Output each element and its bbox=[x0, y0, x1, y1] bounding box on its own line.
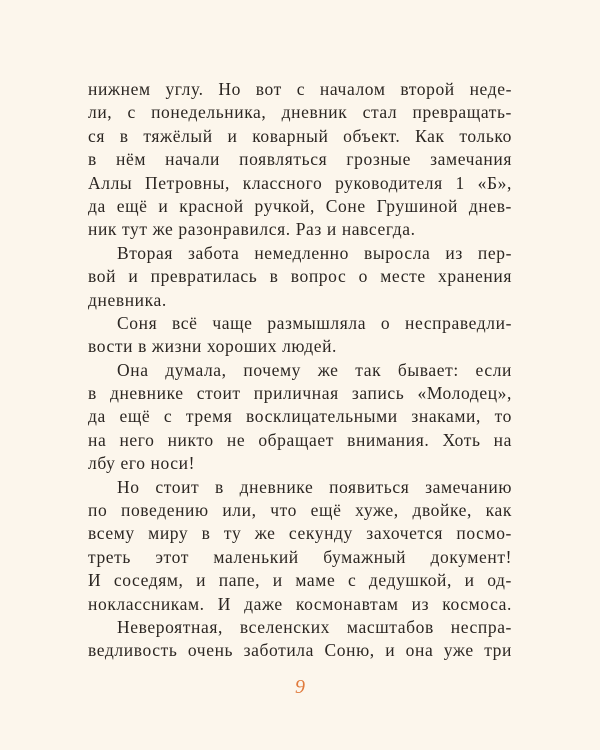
text-line: И соседям, и папе, и маме с дедушкой, и од- bbox=[88, 570, 512, 591]
text-line: в дневнике стоит приличная запись «Молодец», bbox=[88, 383, 512, 404]
text-line: Невероятная, вселенских масштабов неспра- bbox=[117, 616, 512, 637]
text-line: да ещё и красной ручкой, Соне Грушиной днев- bbox=[88, 195, 512, 216]
text-line: ноклассникам. И даже космонавтам из космоса. bbox=[88, 593, 512, 614]
text-line: Аллы Петровны, классного руководителя 1 «Б», bbox=[88, 172, 512, 193]
text-line: на него никто не обращает внимания. Хоть на bbox=[88, 429, 512, 450]
text-line: вой и превратилась в вопрос о месте хранения bbox=[88, 266, 512, 287]
text-line: ся в тяжёлый и коварный объект. Как только bbox=[88, 125, 512, 146]
text-line: Вторая забота немедленно выросла из пер- bbox=[117, 242, 512, 263]
text-line: вости в жизни хороших людей. bbox=[88, 336, 338, 357]
text-line: Но стоит в дневнике появиться замечанию bbox=[117, 476, 512, 497]
text-line: по поведению или, что ещё хуже, двойке, как bbox=[88, 500, 512, 521]
text-line: нижнем углу. Но вот с началом второй неде- bbox=[88, 79, 512, 99]
text-line: да ещё с тремя восклицательными знаками, то bbox=[88, 406, 512, 427]
text-line: Она думала, почему же так бывает: если bbox=[117, 359, 512, 380]
text-line: Соня всё чаще размышляла о несправедли- bbox=[117, 312, 512, 333]
text-line: ли, с понедельника, дневник стал превращать- bbox=[88, 102, 512, 123]
text-line: ник тут же разонравился. Раз и навсегда. bbox=[88, 219, 416, 240]
text-line: дневника. bbox=[88, 289, 167, 310]
text-line: ведливость очень заботила Соню, и она уже три bbox=[88, 640, 512, 661]
text-line: треть этот маленький бумажный документ! bbox=[88, 546, 512, 567]
text-line: в нём начали появляться грозные замечания bbox=[88, 149, 512, 170]
text-line: лбу его носи! bbox=[88, 453, 196, 474]
page-number: 9 bbox=[295, 676, 305, 698]
text-line: всему миру в ту же секунду захочется посмо- bbox=[88, 523, 512, 544]
body-text bbox=[88, 78, 512, 663]
